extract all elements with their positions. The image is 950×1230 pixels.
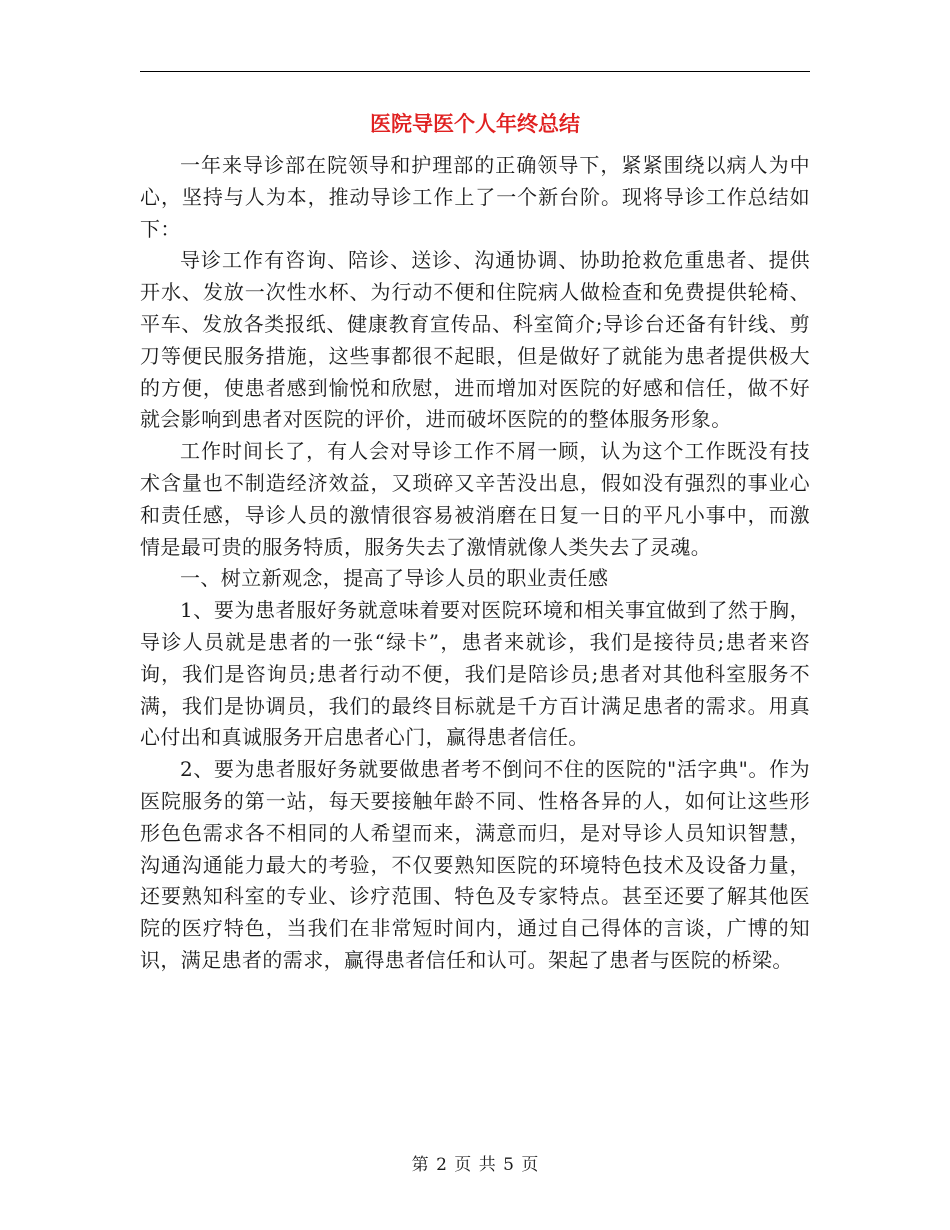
document-title: 医院导医个人年终总结 (370, 112, 580, 136)
paragraph-duties: 导诊工作有咨询、陪诊、送诊、沟通协调、协助抢救危重患者、提供开水、发放一次性水杯、为行动不便和住院病人做检查和免费提供轮椅、平车、发放各类报纸、健康教育宣传品、科室简介;导诊台还备有针线、剪刀等便民服务措施，这些事都很不起眼，但是做好了就能为患者提供极大的方便，使患者感到愉悦和欣慰，进而增加对医院的好感和信任，做不好就会影响到患者对医院的评价，进而破坏医院的的整体服务形象。 (140, 248, 810, 432)
paragraph-point-2: 2、要为患者服好务就要做患者考不倒问不住的医院的"活字典"。作为医院服务的第一站，每天要接触年龄不同、性格各异的人，如何让这些形形色色需求各不相同的人希望而来，满意而归，是对导诊人员知识智慧，沟通沟通能力最大的考验，不仅要熟知医院的环境特色技术及设备力量，还要熟知科室的专业、诊疗范围、特色及专家特点。甚至还要了解其他医院的医疗特色，当我们在非常短时间内，通过自己得体的言谈，广博的知识，满足患者的需求，赢得患者信任和认可。架起了患者与医院的桥梁。 (140, 757, 810, 972)
header-rule (140, 71, 810, 72)
paragraph-intro: 一年来导诊部在院领导和护理部的正确领导下，紧紧围绕以病人为中心，坚持与人为本，推动导诊工作上了一个新台阶。现将导诊工作总结如下： (140, 153, 810, 241)
paragraph-point-1: 1、要为患者服好务就意味着要对医院环境和相关事宜做到了然于胸，导诊人员就是患者的一张“绿卡”，患者来就诊，我们是接待员;患者来咨询，我们是咨询员;患者行动不便，我们是陪诊员;患者对其他科室服务不满，我们是协调员，我们的最终目标就是千方百计满足患者的需求。用真心付出和真诚服务开启患者心门，赢得患者信任。 (140, 598, 810, 750)
document-body (140, 150, 810, 977)
paragraph-attitude: 工作时间长了，有人会对导诊工作不屑一顾，认为这个工作既没有技术含量也不制造经济效益，又琐碎又辛苦没出息，假如没有强烈的事业心和责任感，导诊人员的激情很容易被消磨在日复一日的平凡小事中，而激情是最可贵的服务特质，服务失去了激情就像人类失去了灵魂。 (140, 439, 810, 559)
section-heading-1: 一、树立新观念，提高了导诊人员的职业责任感 (180, 566, 609, 591)
page-footer: 第 2 页 共 5 页 (411, 1155, 539, 1175)
